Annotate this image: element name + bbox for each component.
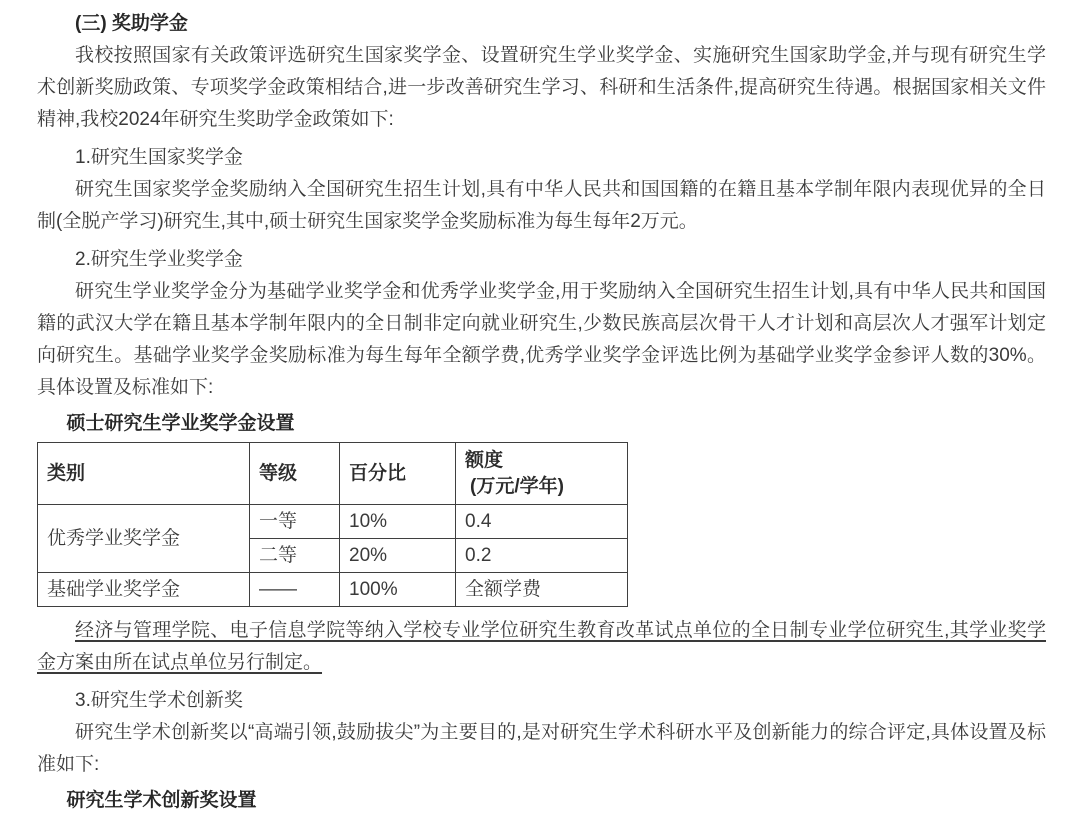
amount-header-line1: 额度 [465, 449, 504, 471]
amount-header-line2: (万元/学年) [470, 475, 564, 497]
cell-amount-tier1: 0.4 [456, 505, 628, 539]
innovation-award-table-title: 研究生学术创新奖设置 [66, 790, 257, 811]
cell-percent-basic: 100% [340, 573, 456, 607]
masters-scholarship-table-title: 硕士研究生学业奖学金设置 [66, 413, 295, 434]
intro-paragraph: 我校按照国家有关政策评选研究生国家奖学金、设置研究生学业奖学金、实施研究生国家助学金,并与现有研究生学术创新奖励政策、专项奖学金政策相结合,进一步改善研究生学习、科研和生活条件,提高研究生待遇。根据国家相关文件精神,我校2024年研究生奖助学金政策如下: [37, 45, 1046, 130]
cell-category-excellent: 优秀学业奖学金 [38, 505, 250, 573]
header-cell-percent: 百分比 [340, 443, 456, 505]
header-cell-category: 类别 [38, 443, 250, 505]
cell-category-basic: 基础学业奖学金 [38, 573, 250, 607]
item-3-innovation-award-heading: 3.研究生学术创新奖 [75, 690, 243, 711]
cell-percent-tier1: 10% [340, 505, 456, 539]
cell-grade-basic: —— [250, 573, 340, 607]
cell-amount-tier2: 0.2 [456, 539, 628, 573]
table-row-excellent-tier1 [38, 505, 628, 539]
pilot-units-note-paragraph: 经济与管理学院、电子信息学院等纳入学校专业学位研究生教育改革试点单位的全日制专业学位研究生,其学业奖学金方案由所在试点单位另行制定。 [37, 620, 1046, 673]
header-cell-amount [456, 443, 628, 505]
cell-grade-tier2: 二等 [250, 539, 340, 573]
masters-scholarship-table [37, 442, 628, 607]
table-row-basic [38, 573, 628, 607]
item-2-academic-scholarship-heading: 2.研究生学业奖学金 [75, 249, 243, 270]
cell-percent-tier2: 20% [340, 539, 456, 573]
section-heading: (三) 奖助学金 [75, 13, 188, 34]
table-header-row [38, 443, 628, 505]
academic-scholarship-paragraph: 研究生学业奖学金分为基础学业奖学金和优秀学业奖学金,用于奖励纳入全国研究生招生计划,具有中华人民共和国国籍的武汉大学在籍且基本学制年限内的全日制非定向就业研究生,少数民族高层次骨干人才计划和高层次人才强军计划定向研究生。基础学业奖学金奖励标准为每生每年全额学费,优秀学业奖学金评选比例为基础学业奖学金参评人数的30%。具体设置及标准如下: [37, 281, 1046, 398]
national-scholarship-paragraph: 研究生国家奖学金奖励纳入全国研究生招生计划,具有中华人民共和国国籍的在籍且基本学制年限内表现优异的全日制(全脱产学习)研究生,其中,硕士研究生国家奖学金奖励标准为每生每年2万元。 [37, 179, 1046, 232]
cell-amount-basic: 全额学费 [456, 573, 628, 607]
innovation-award-paragraph: 研究生学术创新奖以“高端引领,鼓励拔尖”为主要目的,是对研究生学术科研水平及创新能力的综合评定,具体设置及标准如下: [37, 722, 1046, 775]
header-cell-grade: 等级 [250, 443, 340, 505]
cell-grade-tier1: 一等 [250, 505, 340, 539]
item-1-national-scholarship-heading: 1.研究生国家奖学金 [75, 147, 243, 168]
